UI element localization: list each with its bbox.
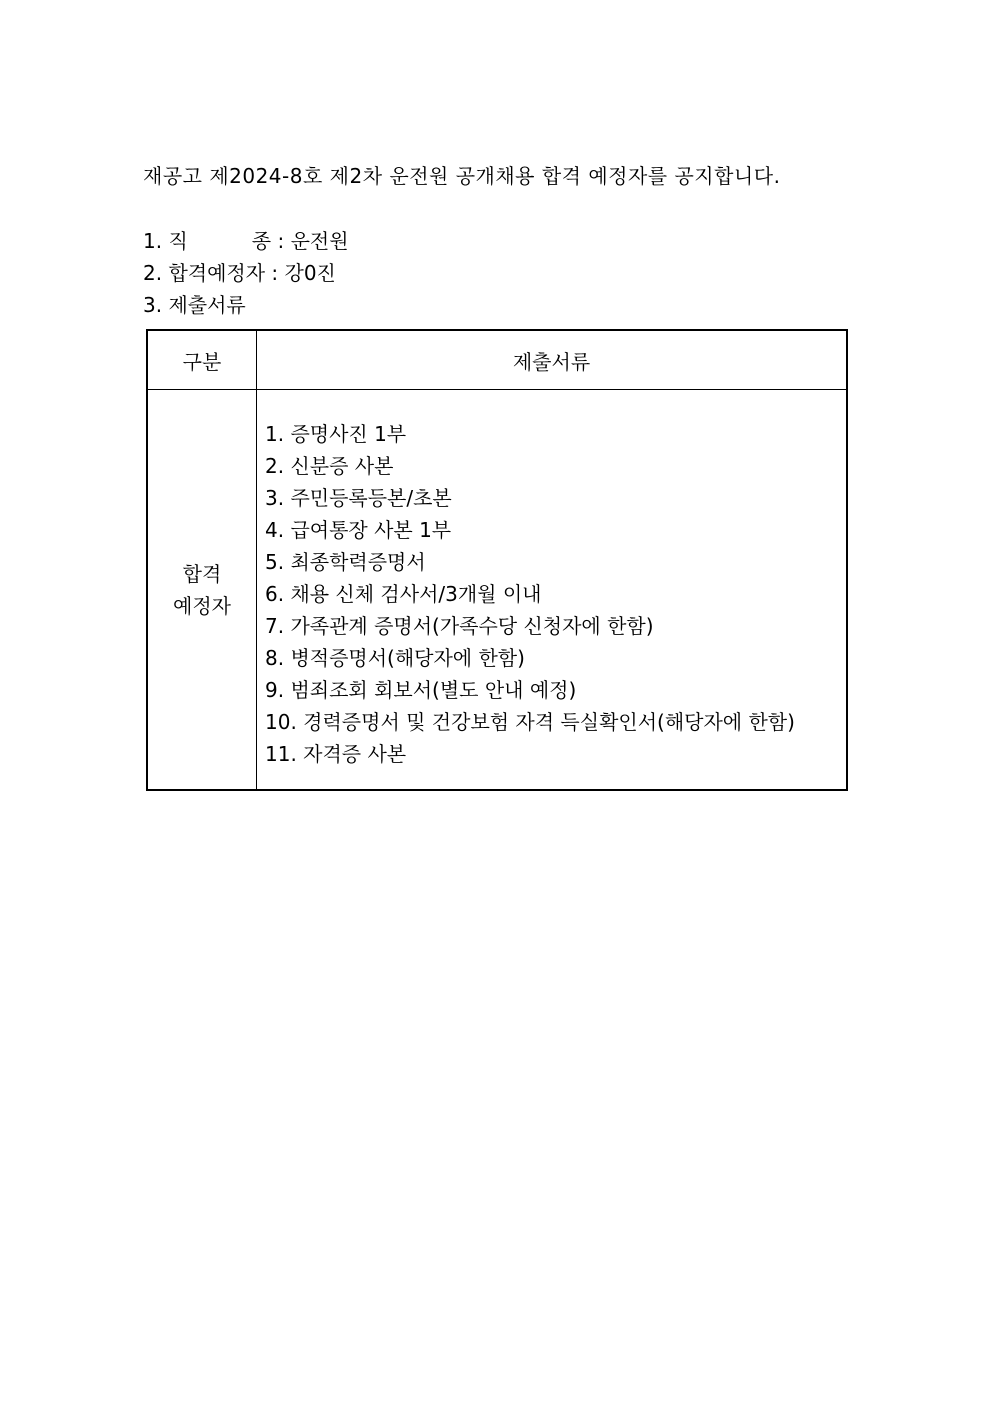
- category-cell: [147, 390, 257, 791]
- documents-table: [146, 329, 848, 791]
- list-item: 8. 병적증명서(해당자에 한함): [265, 646, 525, 670]
- candidate-label: 2. 합격예정자: [143, 261, 266, 285]
- list-item: 2. 신분증 사본: [265, 454, 394, 478]
- table-row: [147, 390, 847, 791]
- list-item: 7. 가족관계 증명서(가족수당 신청자에 한함): [265, 614, 654, 638]
- documents-cell: [257, 390, 848, 791]
- job-type-label-end: 종: [251, 229, 272, 253]
- list-item: 5. 최종학력증명서: [265, 550, 426, 574]
- list-item: 6. 채용 신체 검사서/3개월 이내: [265, 582, 542, 606]
- list-item: 9. 범죄조회 회보서(별도 안내 예정): [265, 678, 577, 702]
- category-line-1: 합격: [182, 561, 222, 586]
- header-documents: 제출서류: [257, 330, 848, 390]
- info-documents-heading: [143, 289, 349, 321]
- table-header-row: [147, 330, 847, 390]
- info-candidate: [143, 257, 349, 289]
- job-type-value: 운전원: [290, 229, 349, 253]
- list-item: 10. 경력증명서 및 건강보험 자격 득실확인서(해당자에 한함): [265, 710, 795, 734]
- info-list: [143, 225, 349, 321]
- list-item: 4. 급여통장 사본 1부: [265, 518, 452, 542]
- header-category: 구분: [147, 330, 257, 390]
- list-item: 1. 증명사진 1부: [265, 422, 407, 446]
- job-type-label-start: 1. 직: [143, 229, 188, 253]
- list-item: 11. 자격증 사본: [265, 742, 407, 766]
- candidate-separator: :: [271, 261, 279, 285]
- notice-intro: 재공고 제2024-8호 제2차 운전원 공개채용 합격 예정자를 공지합니다.: [143, 164, 781, 188]
- job-type-separator: :: [277, 229, 285, 253]
- list-item: 3. 주민등록등본/초본: [265, 486, 452, 510]
- category-line-2: 예정자: [173, 593, 231, 618]
- document-list: [265, 418, 846, 770]
- documents-heading: 3. 제출서류: [143, 293, 246, 317]
- info-job-type: [143, 225, 349, 257]
- candidate-value: 강0진: [284, 261, 336, 285]
